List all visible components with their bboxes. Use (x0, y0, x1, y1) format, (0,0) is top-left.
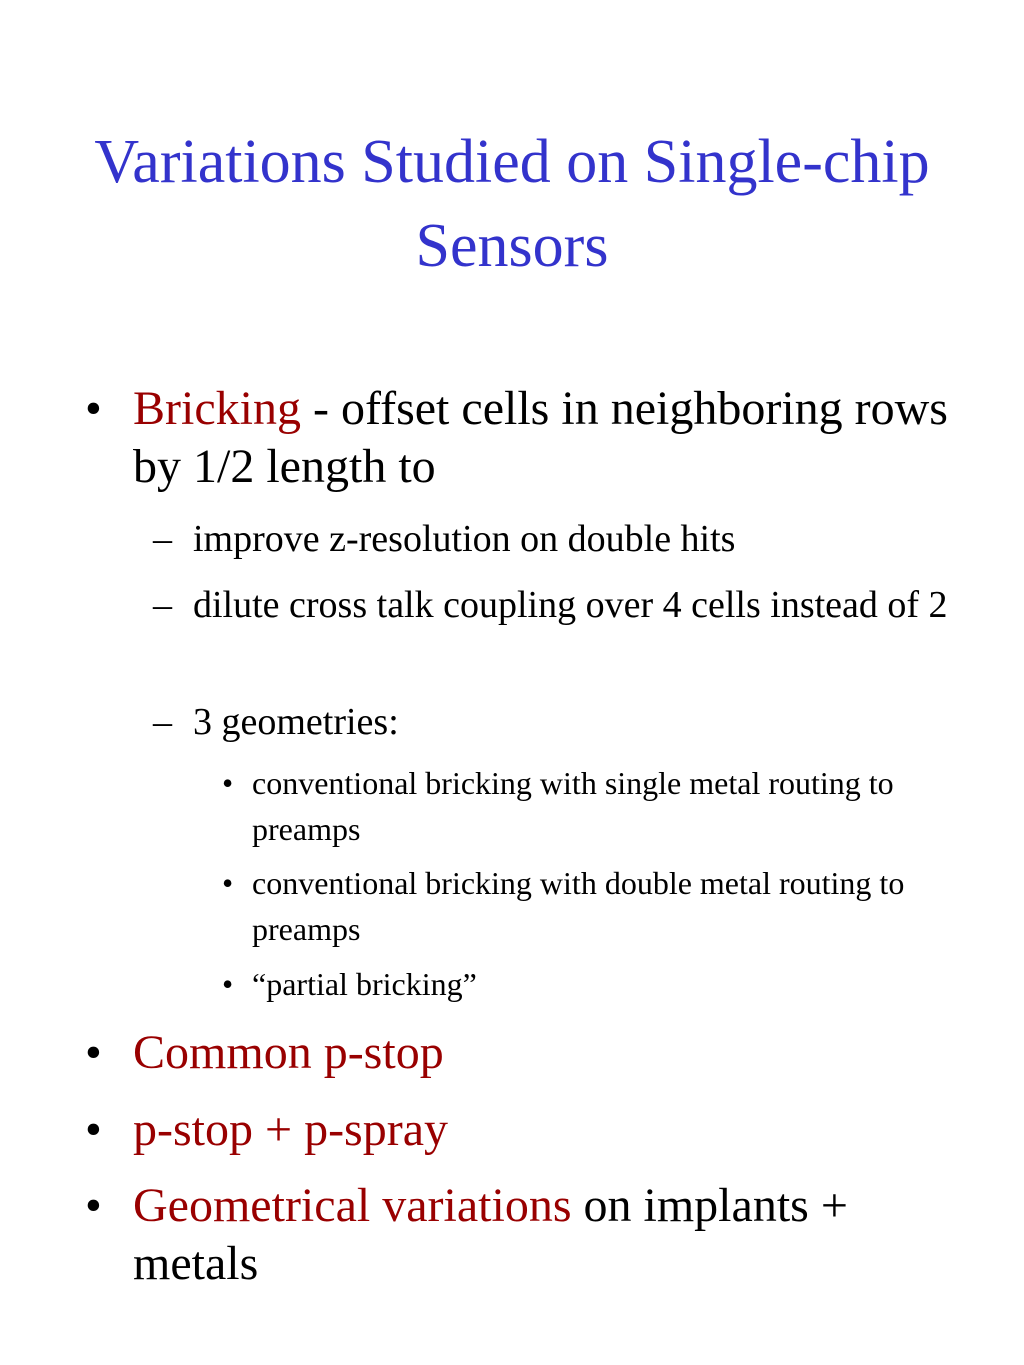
subbullet-text: improve z-resolution on double hits (193, 518, 736, 560)
subbullet-marker: – (153, 584, 172, 626)
subbullet-geometries (153, 695, 953, 750)
bullet-highlight: p-stop + p-spray (133, 1103, 449, 1156)
bullet-text: - offset cells in neighboring rows by 1/2 length to (133, 382, 948, 493)
subbullet-text: 3 geometries: (193, 701, 399, 743)
subsubbullet-marker: • (222, 865, 234, 901)
bullet-text: on implants + metals (133, 1179, 848, 1290)
bullet-geometrical-variations (85, 1177, 953, 1293)
subsubbullet-text: “partial bricking” (252, 966, 477, 1002)
subbullet-cross-talk (153, 578, 953, 633)
subsubbullet-marker: • (222, 765, 234, 801)
subbullet-marker: – (153, 701, 172, 743)
subsubbullet-text: conventional bricking with double metal routing to preamps (252, 865, 905, 947)
bullet-marker: • (85, 382, 102, 435)
bullet-marker: • (85, 1179, 102, 1232)
bullet-highlight: Bricking (133, 382, 301, 435)
bullet-bricking (85, 380, 953, 496)
bullet-common-p-stop (85, 1024, 953, 1082)
subsubbullet-partial-bricking (222, 961, 952, 1007)
bullet-highlight: Common p-stop (133, 1026, 444, 1079)
bullet-highlight: Geometrical variations (133, 1179, 572, 1232)
subbullet-text: dilute cross talk coupling over 4 cells instead of 2 (193, 584, 948, 626)
subsubbullet-text: conventional bricking with single metal routing to preamps (252, 765, 894, 847)
subsubbullet-double-metal (222, 860, 952, 952)
bullet-marker: • (85, 1026, 102, 1079)
bullet-p-stop-p-spray (85, 1101, 953, 1159)
bullet-marker: • (85, 1103, 102, 1156)
slide-title: Variations Studied on Single-chip Sensors (94, 128, 930, 280)
subsubbullet-single-metal (222, 760, 952, 852)
subbullet-z-resolution (153, 512, 953, 567)
subbullet-marker: – (153, 518, 172, 560)
subsubbullet-marker: • (222, 966, 234, 1002)
